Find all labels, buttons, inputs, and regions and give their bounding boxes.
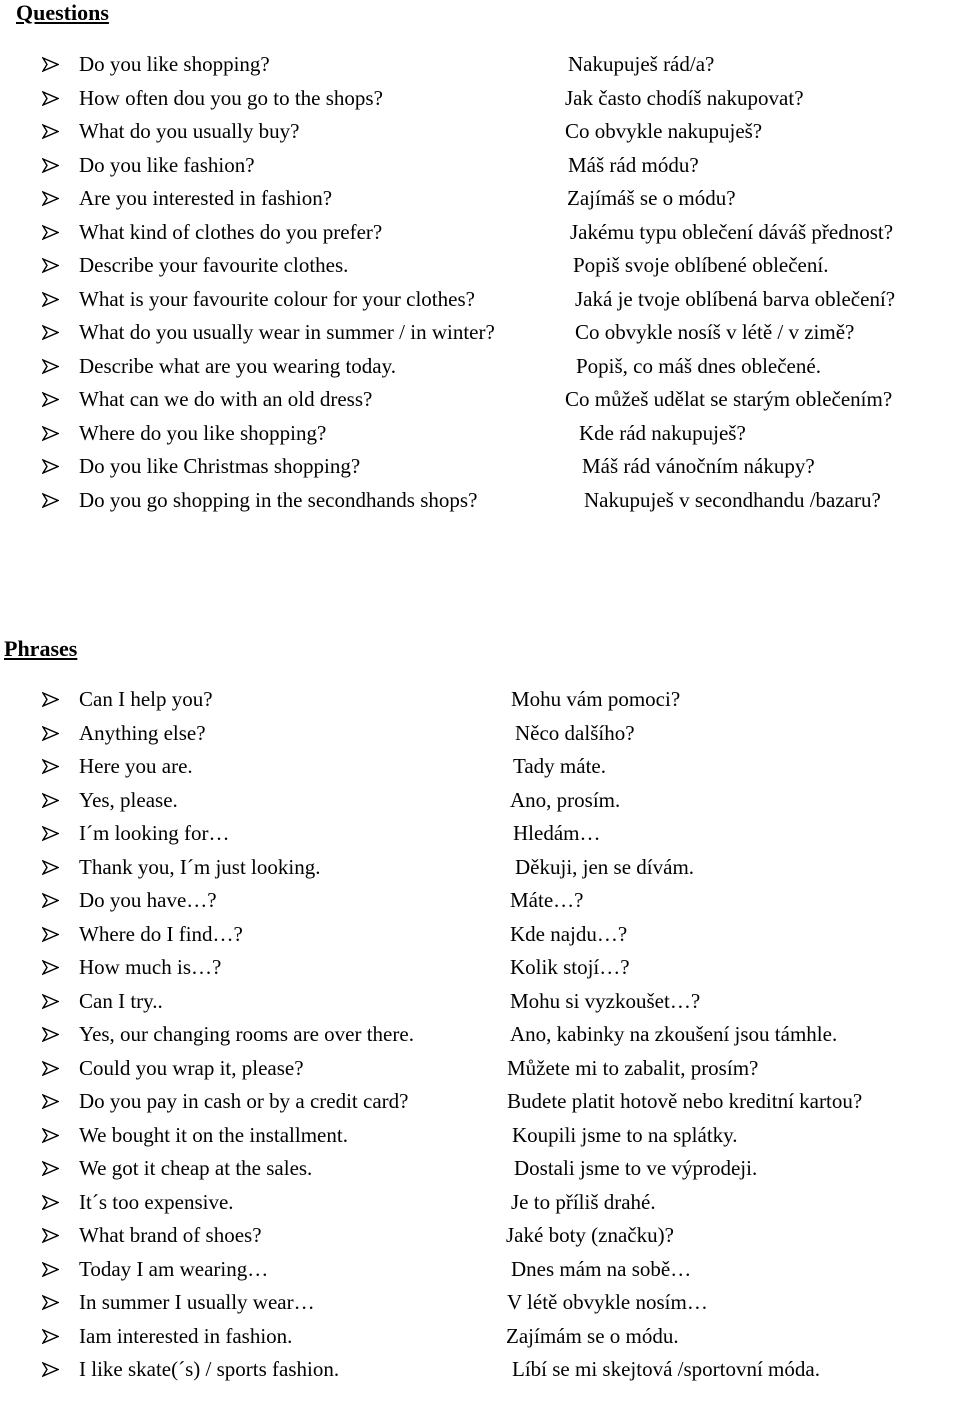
english-text: How often dou you go to the shops? — [79, 85, 383, 110]
phrase-row — [0, 817, 960, 850]
czech-translation: Kde rád nakupuješ? — [579, 420, 746, 445]
czech-translation: Ano, kabinky na zkoušení jsou támhle. — [510, 1022, 838, 1046]
arrow-bullet-icon — [42, 985, 66, 1018]
czech-translation: Líbí se mi skejtová /sportovní móda. — [512, 1357, 820, 1381]
czech-translation: V létě obvykle nosím… — [507, 1290, 708, 1314]
question-row — [0, 216, 960, 249]
arrow-bullet-icon — [42, 851, 66, 884]
english-text: What is your favourite colour for your clothes? — [79, 286, 475, 311]
czech-translation: Mohu vám pomoci? — [511, 687, 681, 711]
czech-translation: Nakupuješ v secondhandu /bazaru? — [584, 487, 881, 512]
english-text: We got it cheap at the sales. — [79, 1156, 313, 1180]
arrow-bullet-icon — [42, 817, 66, 850]
arrow-bullet-icon — [42, 683, 66, 716]
czech-translation: Zajímáš se o módu? — [567, 186, 736, 210]
phrases-heading: Phrases — [4, 636, 78, 661]
czech-translation: Tady máte. — [513, 754, 606, 778]
czech-translation: Máš rád vánočním nákupy? — [582, 454, 815, 478]
phrase-row — [0, 1253, 960, 1286]
english-text: In summer I usually wear… — [79, 1290, 315, 1314]
czech-translation: Co obvykle nakupuješ? — [565, 119, 763, 143]
czech-translation: Máš rád módu? — [568, 152, 699, 177]
phrase-row — [0, 784, 960, 817]
phrase-row — [0, 1052, 960, 1085]
czech-translation: Něco dalšího? — [515, 720, 635, 745]
phrase-row — [0, 1152, 960, 1185]
czech-translation: Dnes mám na sobě… — [511, 1256, 692, 1281]
english-text: Here you are. — [79, 754, 193, 778]
english-text: We bought it on the installment. — [79, 1122, 348, 1147]
czech-translation: Kde najdu…? — [510, 921, 628, 946]
question-row — [0, 249, 960, 282]
arrow-bullet-icon — [42, 383, 66, 416]
arrow-bullet-icon — [42, 450, 66, 483]
arrow-bullet-icon — [42, 1085, 66, 1118]
arrow-bullet-icon — [42, 1320, 66, 1353]
czech-translation: Můžete mi to zabalit, prosím? — [507, 1055, 759, 1080]
question-row — [0, 283, 960, 316]
question-row — [0, 115, 960, 148]
phrase-row — [0, 1018, 960, 1051]
czech-translation: Máte…? — [510, 888, 584, 912]
questions-heading: Questions — [16, 0, 109, 25]
czech-translation: Popiš svoje oblíbené oblečení. — [573, 253, 829, 277]
arrow-bullet-icon — [42, 1253, 66, 1286]
czech-translation: Koupili jsme to na splátky. — [512, 1122, 738, 1147]
english-text: Describe what are you wearing today. — [79, 353, 397, 378]
english-text: Can I help you? — [79, 687, 213, 711]
english-text: I like skate(´s) / sports fashion. — [79, 1357, 340, 1381]
phrase-row — [0, 851, 960, 884]
arrow-bullet-icon — [42, 316, 66, 349]
phrase-row — [0, 750, 960, 783]
arrow-bullet-icon — [42, 216, 66, 249]
czech-translation: Ano, prosím. — [510, 787, 621, 812]
phrase-row — [0, 1353, 960, 1386]
arrow-bullet-icon — [42, 717, 66, 750]
czech-translation: Dostali jsme to ve výprodeji. — [514, 1156, 758, 1180]
question-row — [0, 149, 960, 182]
czech-translation: Co obvykle nosíš v létě / v zimě? — [575, 320, 855, 344]
english-text: How much is…? — [79, 955, 222, 979]
czech-translation: Jakému typu oblečení dáváš přednost? — [570, 219, 894, 244]
english-text: Where do you like shopping? — [79, 420, 327, 445]
arrow-bullet-icon — [42, 918, 66, 951]
english-text: Do you pay in cash or by a credit card? — [79, 1089, 409, 1113]
phrase-row — [0, 1286, 960, 1319]
czech-translation: Je to příliš drahé. — [511, 1189, 656, 1214]
phrase-row — [0, 985, 960, 1018]
phrase-row — [0, 1219, 960, 1252]
english-text: Could you wrap it, please? — [79, 1055, 304, 1080]
english-text: Anything else? — [79, 720, 206, 745]
czech-translation: Nakupuješ rád/a? — [568, 52, 715, 76]
english-text: Today I am wearing… — [79, 1256, 269, 1281]
arrow-bullet-icon — [42, 115, 66, 148]
question-row — [0, 350, 960, 383]
arrow-bullet-icon — [42, 784, 66, 817]
question-row — [0, 417, 960, 450]
czech-translation: Hledám… — [513, 821, 601, 845]
arrow-bullet-icon — [42, 1353, 66, 1386]
arrow-bullet-icon — [42, 951, 66, 984]
question-row — [0, 48, 960, 81]
phrase-row — [0, 1320, 960, 1353]
arrow-bullet-icon — [42, 884, 66, 917]
phrase-row — [0, 683, 960, 716]
english-text: Where do I find…? — [79, 921, 243, 946]
arrow-bullet-icon — [42, 48, 66, 81]
phrase-row — [0, 918, 960, 951]
question-row — [0, 484, 960, 517]
arrow-bullet-icon — [42, 182, 66, 215]
phrase-row — [0, 951, 960, 984]
phrase-row — [0, 1186, 960, 1219]
arrow-bullet-icon — [42, 1119, 66, 1152]
phrase-row — [0, 717, 960, 750]
arrow-bullet-icon — [42, 149, 66, 182]
english-text: What brand of shoes? — [79, 1223, 262, 1247]
english-text: What can we do with an old dress? — [79, 387, 373, 411]
question-row — [0, 450, 960, 483]
english-text: Do you like shopping? — [79, 52, 270, 76]
english-text: Describe your favourite clothes. — [79, 253, 349, 277]
arrow-bullet-icon — [42, 417, 66, 450]
english-text: Do you have…? — [79, 888, 217, 912]
czech-translation: Jaké boty (značku)? — [506, 1223, 674, 1247]
arrow-bullet-icon — [42, 82, 66, 115]
english-text: Do you like fashion? — [79, 152, 255, 177]
english-text: Yes, please. — [79, 787, 178, 812]
arrow-bullet-icon — [42, 1052, 66, 1085]
english-text: Do you go shopping in the secondhands shops? — [79, 487, 478, 512]
czech-translation: Kolik stojí…? — [510, 955, 630, 979]
english-text: Can I try.. — [79, 988, 163, 1013]
arrow-bullet-icon — [42, 1219, 66, 1252]
phrase-row — [0, 1119, 960, 1152]
english-text: I´m looking for… — [79, 821, 230, 845]
arrow-bullet-icon — [42, 1018, 66, 1051]
arrow-bullet-icon — [42, 1186, 66, 1219]
question-row — [0, 383, 960, 416]
czech-translation: Jaká je tvoje oblíbená barva oblečení? — [575, 286, 896, 311]
english-text: Iam interested in fashion. — [79, 1323, 293, 1348]
english-text: Are you interested in fashion? — [79, 186, 333, 210]
english-text: Do you like Christmas shopping? — [79, 454, 361, 478]
english-text: What do you usually wear in summer / in winter? — [79, 320, 495, 344]
question-row — [0, 82, 960, 115]
czech-translation: Co můžeš udělat se starým oblečením? — [565, 387, 893, 411]
arrow-bullet-icon — [42, 249, 66, 282]
english-text: What kind of clothes do you prefer? — [79, 219, 383, 244]
czech-translation: Budete platit hotově nebo kreditní kartou? — [507, 1089, 863, 1113]
english-text: Yes, our changing rooms are over there. — [79, 1022, 414, 1046]
czech-translation: Popiš, co máš dnes oblečené. — [576, 353, 821, 378]
arrow-bullet-icon — [42, 283, 66, 316]
phrase-row — [0, 1085, 960, 1118]
czech-translation: Děkuji, jen se dívám. — [515, 854, 695, 879]
english-text: Thank you, I´m just looking. — [79, 854, 321, 879]
czech-translation: Jak často chodíš nakupovat? — [565, 85, 804, 110]
arrow-bullet-icon — [42, 1152, 66, 1185]
arrow-bullet-icon — [42, 350, 66, 383]
arrow-bullet-icon — [42, 1286, 66, 1319]
czech-translation: Mohu si vyzkoušet…? — [510, 988, 701, 1013]
english-text: It´s too expensive. — [79, 1189, 234, 1214]
english-text: What do you usually buy? — [79, 119, 300, 143]
arrow-bullet-icon — [42, 750, 66, 783]
question-row — [0, 316, 960, 349]
arrow-bullet-icon — [42, 484, 66, 517]
czech-translation: Zajímám se o módu. — [506, 1323, 679, 1348]
question-row — [0, 182, 960, 215]
phrase-row — [0, 884, 960, 917]
